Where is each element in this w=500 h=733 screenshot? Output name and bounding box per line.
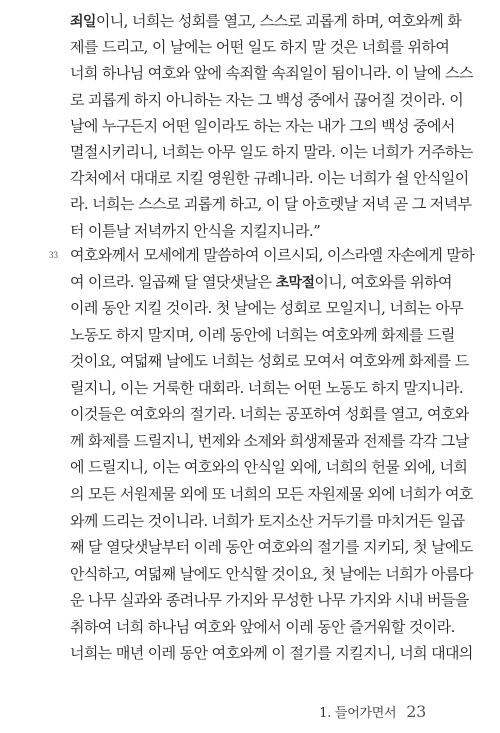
text-line: 것이요, 여덟째 날에도 너희는 성회로 모여서 여호와께 화제를 드 — [70, 352, 469, 371]
line-text: 여 이르라. 일곱째 달 열닷샛날은 — [70, 272, 276, 291]
text-line: 노동도 하지 말지며, 이레 동안에 너희는 여호와께 화제를 드릴 — [70, 325, 455, 344]
text-line: 각처에서 대대로 지킬 영원한 규례니라. 이는 너희가 쉴 안식일이 — [70, 169, 469, 188]
text-line: 께 화제를 드릴지니, 번제와 소제와 희생제물과 전제를 각각 그날 — [70, 431, 469, 450]
page-number: 23 — [406, 702, 426, 721]
text-line: 터 이튿날 저녁까지 안식을 지킬지니라.” — [70, 221, 321, 240]
text-line: 라. 너희는 스스로 괴롭게 하고, 이 달 아흐렛날 저녁 곧 그 저녁부 — [70, 195, 472, 214]
highlighted-term: 초막절 — [275, 274, 315, 291]
page-footer — [319, 702, 426, 721]
text-line: 멸절시키리니, 너희는 아무 일도 하지 말라. 이는 너희가 거주하는 — [70, 143, 473, 161]
text-line: 의 모든 서원제물 외에 또 너희의 모든 자원제물 외에 너희가 여호 — [70, 484, 473, 503]
text-line: 취하여 너희 하나님 여호와 앞에서 이레 동안 즐거워할 것이라. — [70, 617, 455, 636]
text-line — [70, 12, 461, 31]
text-line: 여호와께서 모세에게 말씀하여 이르시되, 이스라엘 자손에게 말하 — [70, 246, 475, 264]
text-line: 에 드릴지니, 이는 여호와의 안식일 외에, 너희의 헌물 외에, 너희 — [70, 458, 468, 477]
text-line: 이것들은 여호와의 절기라. 너희는 공포하여 성회를 열고, 여호와 — [70, 405, 469, 424]
line-text: 이니, 여호와를 위하여 — [314, 272, 452, 291]
text-line: 제를 드리고, 이 날에는 어떤 일도 하지 말 것은 너희를 위하여 — [70, 38, 450, 57]
text-line: 릴지니, 이는 거룩한 대회라. 너희는 어떤 노동도 하지 말지니라. — [70, 378, 464, 397]
text-line: 너희 하나님 여호와 앞에 속죄할 속죄일이 됨이니라. 이 날에 스스 — [70, 64, 473, 83]
text-line: 로 괴롭게 하지 아니하는 자는 그 백성 중에서 끊어질 것이라. 이 — [70, 90, 464, 109]
verse-number: 33 — [49, 250, 58, 260]
text-line: 이레 동안 지킬 것이라. 첫 날에는 성회로 모일지니, 너희는 아무 — [70, 299, 464, 318]
chapter-title: 1. 들어가면서 — [319, 706, 397, 721]
text-line: 째 달 열닷샛날부터 이레 동안 여호와의 절기를 지키되, 첫 날에도 — [70, 538, 473, 557]
line-text: 이니, 너희는 성회를 열고, 스스로 괴롭게 하며, 여호와께 화 — [95, 12, 462, 30]
highlighted-term: 죄일 — [70, 14, 96, 30]
text-line — [70, 273, 452, 292]
text-line: 운 나무 실과와 종려나무 가지와 무성한 나무 가지와 시내 버들을 — [70, 591, 469, 610]
text-line: 너희는 매년 이레 동안 여호와께 이 절기를 지킬지니, 너희 대대의 — [70, 644, 473, 663]
text-line: 날에 누구든지 어떤 일이라도 하는 자는 내가 그의 백성 중에서 — [70, 116, 455, 135]
text-line: 안식하고, 여덟째 날에도 안식할 것이요, 첫 날에는 너희가 아름다 — [70, 564, 473, 583]
text-line: 와께 드리는 것이니라. 너희가 토지소산 거두기를 마치거든 일곱 — [70, 511, 465, 530]
